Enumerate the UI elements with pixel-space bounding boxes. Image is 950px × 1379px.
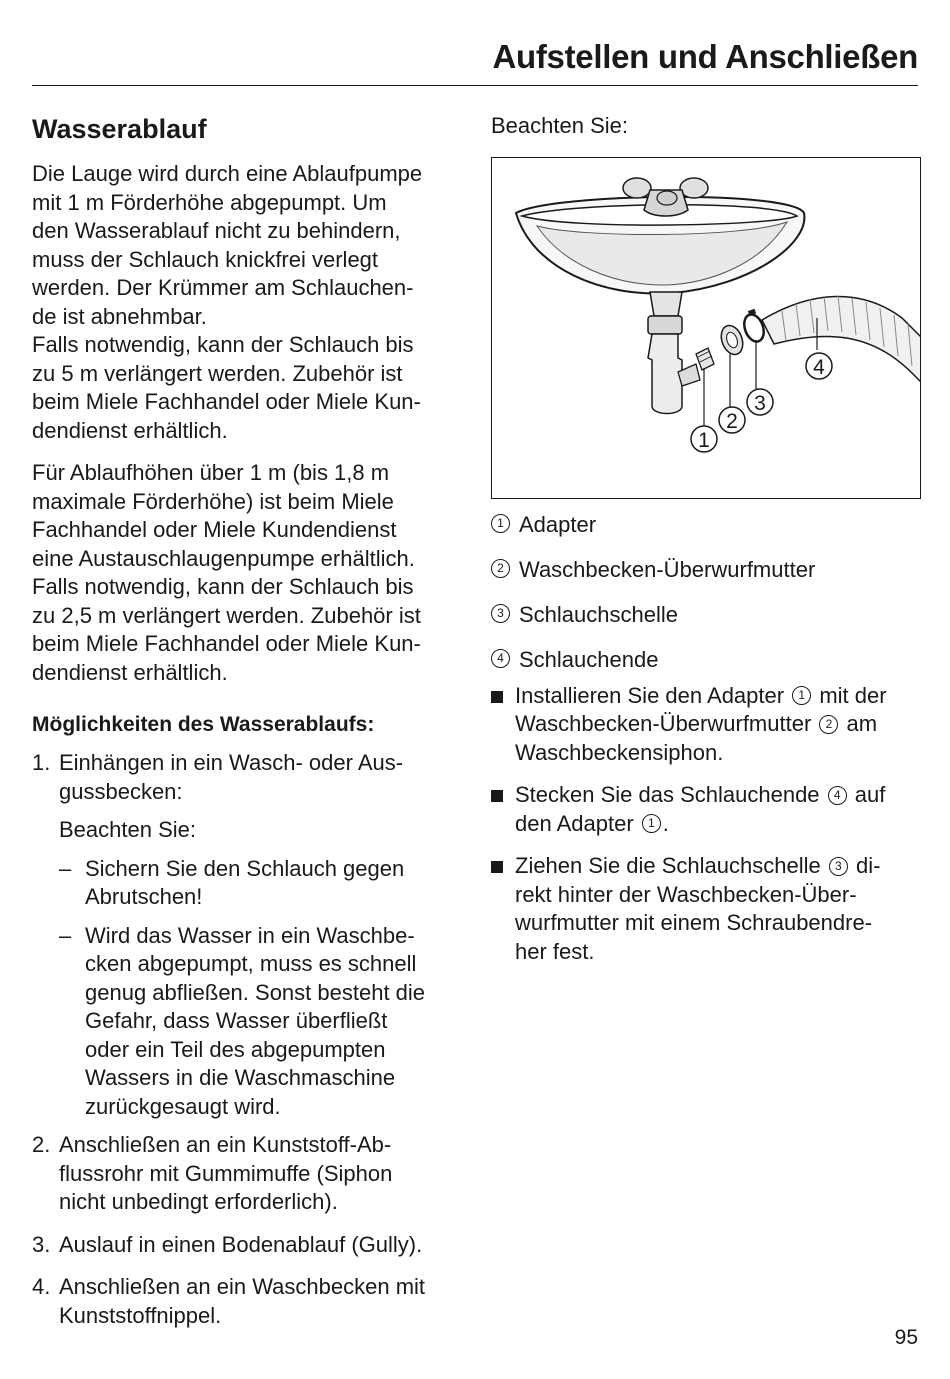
circled-number: 4 (828, 786, 847, 805)
text-line: wurfmutter mit einem Schraubendre- (515, 910, 873, 935)
text-span: Installieren Sie den Adapter (515, 682, 785, 708)
note-text: Beachten Sie: (59, 817, 196, 842)
left-column (32, 112, 472, 1330)
text-line: dendienst erhältlich. (32, 659, 228, 685)
dash-mark: – (59, 922, 72, 948)
text-span: di- (856, 853, 881, 878)
text-span: mit der (819, 682, 887, 708)
paragraph-2 (32, 459, 472, 687)
sink-drawing (492, 158, 921, 499)
text-span: am (846, 711, 878, 736)
circled-number: 1 (642, 814, 661, 833)
siphon-pipe (648, 334, 682, 414)
circled-number: 2 (491, 559, 510, 578)
text-line: de ist abnehmbar. (32, 303, 207, 329)
text-line: Für Ablaufhöhen über 1 m (bis 1,8 m (32, 460, 390, 485)
text-line: Abrutschen! (85, 884, 203, 909)
text-line: beim Miele Fachhandel oder Miele Kun- (32, 389, 421, 414)
text-line: Fachhandel oder Miele Kundendienst (32, 517, 397, 542)
numbered-item-2 (32, 1131, 472, 1217)
right-column (491, 112, 931, 966)
item-number: 1. (32, 750, 51, 775)
callout-2-label: 2 (726, 409, 738, 433)
item-number: 3. (32, 1231, 51, 1257)
text-line: gussbecken: (59, 778, 183, 804)
text-span: Stecken Sie das Schlauchende (515, 782, 820, 807)
intro-text: Beachten Sie: (491, 113, 628, 138)
text-line: Die Lauge wird durch eine Ablaufpumpe (32, 161, 423, 186)
text-line: Falls notwendig, kann der Schlauch bis (32, 574, 414, 599)
text-span: . (662, 810, 669, 836)
adapter-part (696, 348, 714, 370)
legend-list (491, 511, 931, 674)
legend-item-1 (491, 511, 931, 539)
text-span: auf (854, 782, 886, 807)
text-line: zu 2,5 m verlängert werden. Zubehör ist (32, 602, 421, 628)
dash-item-1 (59, 855, 472, 912)
text-line: cken abgepumpt, muss es schnell (85, 951, 417, 976)
circled-number: 1 (792, 686, 811, 705)
header-rule (32, 85, 918, 86)
text-line: den Wasserablauf nicht zu behindern, (32, 218, 401, 243)
callout-2 (719, 407, 745, 433)
text-line: Anschließen an ein Waschbecken mit (59, 1274, 426, 1299)
page-number: 95 (894, 1326, 918, 1349)
instruction-bullet-1 (491, 682, 931, 768)
text-line: muss der Schlauch knickfrei verlegt (32, 246, 379, 272)
circled-number: 1 (491, 514, 510, 533)
text-line (515, 682, 931, 711)
subheading: Möglichkeiten des Wasserablaufs: (32, 713, 375, 736)
section-heading: Wasserablauf (32, 114, 207, 144)
callout-1 (691, 426, 717, 452)
text-span: Waschbecken-Überwurfmutter (515, 711, 812, 736)
text-line: Sichern Sie den Schlauch gegen (85, 855, 405, 881)
numbered-item-3 (32, 1231, 472, 1260)
nut-part (717, 322, 746, 357)
text-line: Wassers in die Waschmaschine (85, 1065, 396, 1090)
text-line: Auslauf in einen Bodenablauf (Gully). (59, 1231, 423, 1257)
siphon-nut (648, 316, 682, 334)
drain-neck (650, 292, 682, 316)
text-line (515, 710, 931, 739)
legend-text: Schlauchschelle (519, 601, 678, 627)
text-line: Waschbeckensiphon. (515, 739, 724, 765)
circled-number: 3 (491, 604, 510, 623)
bullet-square (491, 790, 503, 802)
text-line: beim Miele Fachhandel oder Miele Kun- (32, 631, 421, 656)
text-line: Anschließen an ein Kunststoff-Ab- (59, 1132, 392, 1157)
text-line: genug abfließen. Sonst besteht die (85, 979, 426, 1005)
numbered-item-4 (32, 1273, 472, 1330)
legend-item-2 (491, 556, 931, 584)
text-line: maximale Förderhöhe) ist beim Miele (32, 488, 394, 514)
item-number: 4. (32, 1274, 51, 1299)
text-line: rekt hinter der Waschbecken-Über- (515, 881, 857, 907)
legend-item-3 (491, 601, 931, 629)
text-line: zurückgesaugt wird. (85, 1093, 281, 1119)
bullet-square (491, 691, 503, 703)
text-line: Wird das Wasser in ein Waschbe- (85, 922, 415, 948)
circled-number: 2 (819, 715, 838, 734)
callout-4-label: 4 (813, 355, 825, 379)
callout-3 (747, 389, 773, 415)
faucet-center (657, 191, 677, 205)
bullet-square (491, 861, 503, 873)
text-line: zu 5 m verlängert werden. Zubehör ist (32, 360, 403, 386)
numbered-item-1 (32, 749, 472, 1121)
text-line: Gefahr, dass Wasser überfließt (85, 1008, 388, 1033)
paragraph-1 (32, 160, 472, 445)
dash-mark: – (59, 855, 72, 881)
legend-item-4 (491, 646, 931, 674)
text-line: Kunststoffnippel. (59, 1302, 222, 1328)
text-span: den Adapter (515, 810, 634, 836)
callout-3-label: 3 (754, 391, 766, 415)
text-line: Falls notwendig, kann der Schlauch bis (32, 332, 414, 357)
instruction-bullet-3 (491, 852, 931, 966)
text-span: Ziehen Sie die Schlauchschelle (515, 853, 821, 878)
dash-item-2 (59, 922, 472, 1122)
text-line: Einhängen in ein Wasch- oder Aus- (59, 750, 404, 775)
text-line (515, 852, 931, 881)
circled-number: 3 (829, 857, 848, 876)
instruction-bullet-2 (491, 781, 931, 838)
text-line: oder ein Teil des abgepumpten (85, 1036, 386, 1062)
text-line: werden. Der Krümmer am Schlauchen- (32, 275, 414, 300)
text-line (515, 810, 931, 839)
text-line: her fest. (515, 938, 595, 964)
faucet-handle-left (623, 178, 651, 198)
text-line: flussrohr mit Gummimuffe (Siphon (59, 1160, 393, 1186)
circled-number: 4 (491, 649, 510, 668)
legend-text: Waschbecken-Überwurfmutter (519, 556, 816, 582)
clamp-part (741, 308, 767, 344)
legend-text: Adapter (519, 511, 597, 537)
callout-1-label: 1 (698, 428, 710, 452)
text-line: mit 1 m Förderhöhe abgepumpt. Um (32, 189, 387, 215)
page-header-title: Aufstellen und Anschließen (492, 38, 918, 75)
text-line (515, 781, 931, 810)
legend-text: Schlauchende (519, 646, 659, 672)
sink-illustration (491, 157, 921, 499)
callout-4 (806, 353, 832, 379)
text-line: nicht unbedingt erforderlich). (59, 1189, 338, 1214)
text-line: dendienst erhältlich. (32, 417, 228, 443)
text-line: eine Austauschlaugenpumpe erhältlich. (32, 545, 415, 571)
item-number: 2. (32, 1132, 51, 1157)
